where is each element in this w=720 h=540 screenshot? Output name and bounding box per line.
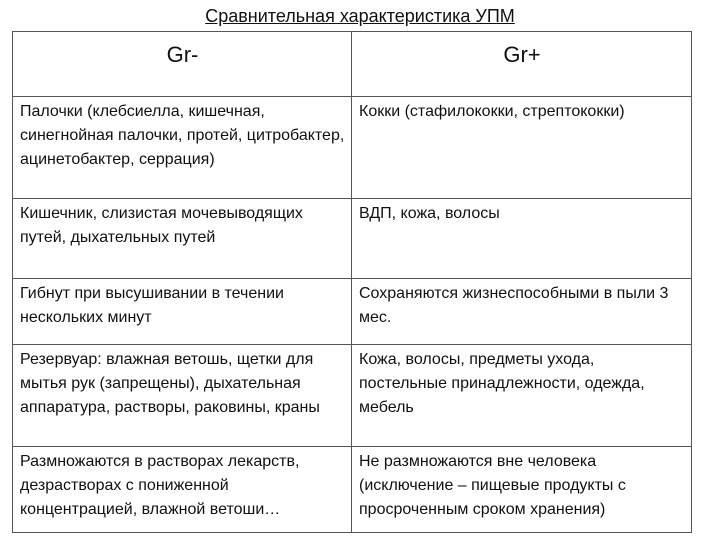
cell-gram-negative: Гибнут при высушивании в течении нескольких минут bbox=[13, 279, 352, 345]
cell-gram-negative: Палочки (клебсиелла, кишечная, синегнойная палочки, протей, цитробактер, ацинетобактер, серрация) bbox=[13, 97, 352, 199]
table-row bbox=[13, 345, 692, 447]
cell-gram-negative: Кишечник, слизистая мочевыводящих путей, дыхательных путей bbox=[13, 199, 352, 279]
table-row bbox=[13, 97, 692, 199]
cell-gram-positive: Сохраняются жизнеспособными в пыли 3 мес. bbox=[352, 279, 692, 345]
cell-gram-positive: Кокки (стафилококки, стрептококки) bbox=[352, 97, 692, 199]
table-row bbox=[13, 447, 692, 533]
comparison-table bbox=[12, 31, 692, 533]
table-row bbox=[13, 199, 692, 279]
cell-gram-positive: Кожа, волосы, предметы ухода, постельные принадлежности, одежда, мебель bbox=[352, 345, 692, 447]
header-gram-positive: Gr+ bbox=[352, 32, 692, 97]
table-row bbox=[13, 279, 692, 345]
cell-gram-negative: Резервуар: влажная ветошь, щетки для мытья рук (запрещены), дыхательная аппаратура, растворы, раковины, краны bbox=[13, 345, 352, 447]
cell-gram-positive: Не размножаются вне человека (исключение – пищевые продукты с просроченным сроком хранения) bbox=[352, 447, 692, 533]
slide-title: Сравнительная характеристика УПМ bbox=[205, 6, 515, 26]
table-header-row bbox=[13, 32, 692, 97]
cell-gram-positive: ВДП, кожа, волосы bbox=[352, 199, 692, 279]
header-gram-negative: Gr- bbox=[13, 32, 352, 97]
cell-gram-negative: Размножаются в растворах лекарств, дезрастворах с пониженной концентрацией, влажной ветоши… bbox=[13, 447, 352, 533]
